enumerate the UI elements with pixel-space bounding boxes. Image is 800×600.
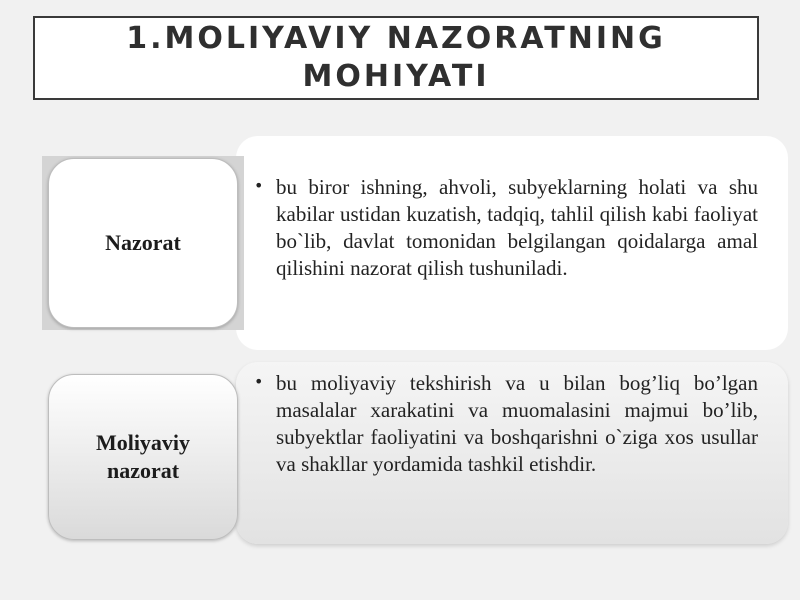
term-card bbox=[48, 374, 238, 540]
definition-panel bbox=[236, 136, 788, 350]
definition-row-nazorat bbox=[0, 136, 800, 350]
definition-text: bu moliyaviy tekshirish va u bilan bog’liq bo’lgan masalalar xarakatini va muomalasini majmui bo’lib, subyektlar faoliyatini va boshqarishni o`ziga xos usullar va shakllar yordamida tashkil etishdir. bbox=[276, 371, 758, 476]
term-label: Nazorat bbox=[105, 230, 181, 255]
definition-panel bbox=[236, 362, 788, 544]
term-card bbox=[48, 158, 238, 328]
title-box bbox=[33, 16, 759, 100]
bullet-icon: • bbox=[254, 176, 264, 195]
definition-row-moliyaviy-nazorat bbox=[0, 362, 800, 544]
bullet-icon: • bbox=[254, 372, 264, 391]
page-title: 1.MOLIYAVIY NAZORATNING MOHIYATI bbox=[126, 21, 666, 94]
term-label: Moliyaviy nazorat bbox=[95, 430, 191, 483]
definition-text: bu biror ishning, ahvoli, subyeklarning holati va shu kabilar ustidan kuzatish, tadqiq, tahlil qilish kabi faoliyat bo`lib, davlat tomonidan belgilangan qoidalarga amal qilishini nazorat qilish tushuniladi. bbox=[276, 175, 758, 280]
